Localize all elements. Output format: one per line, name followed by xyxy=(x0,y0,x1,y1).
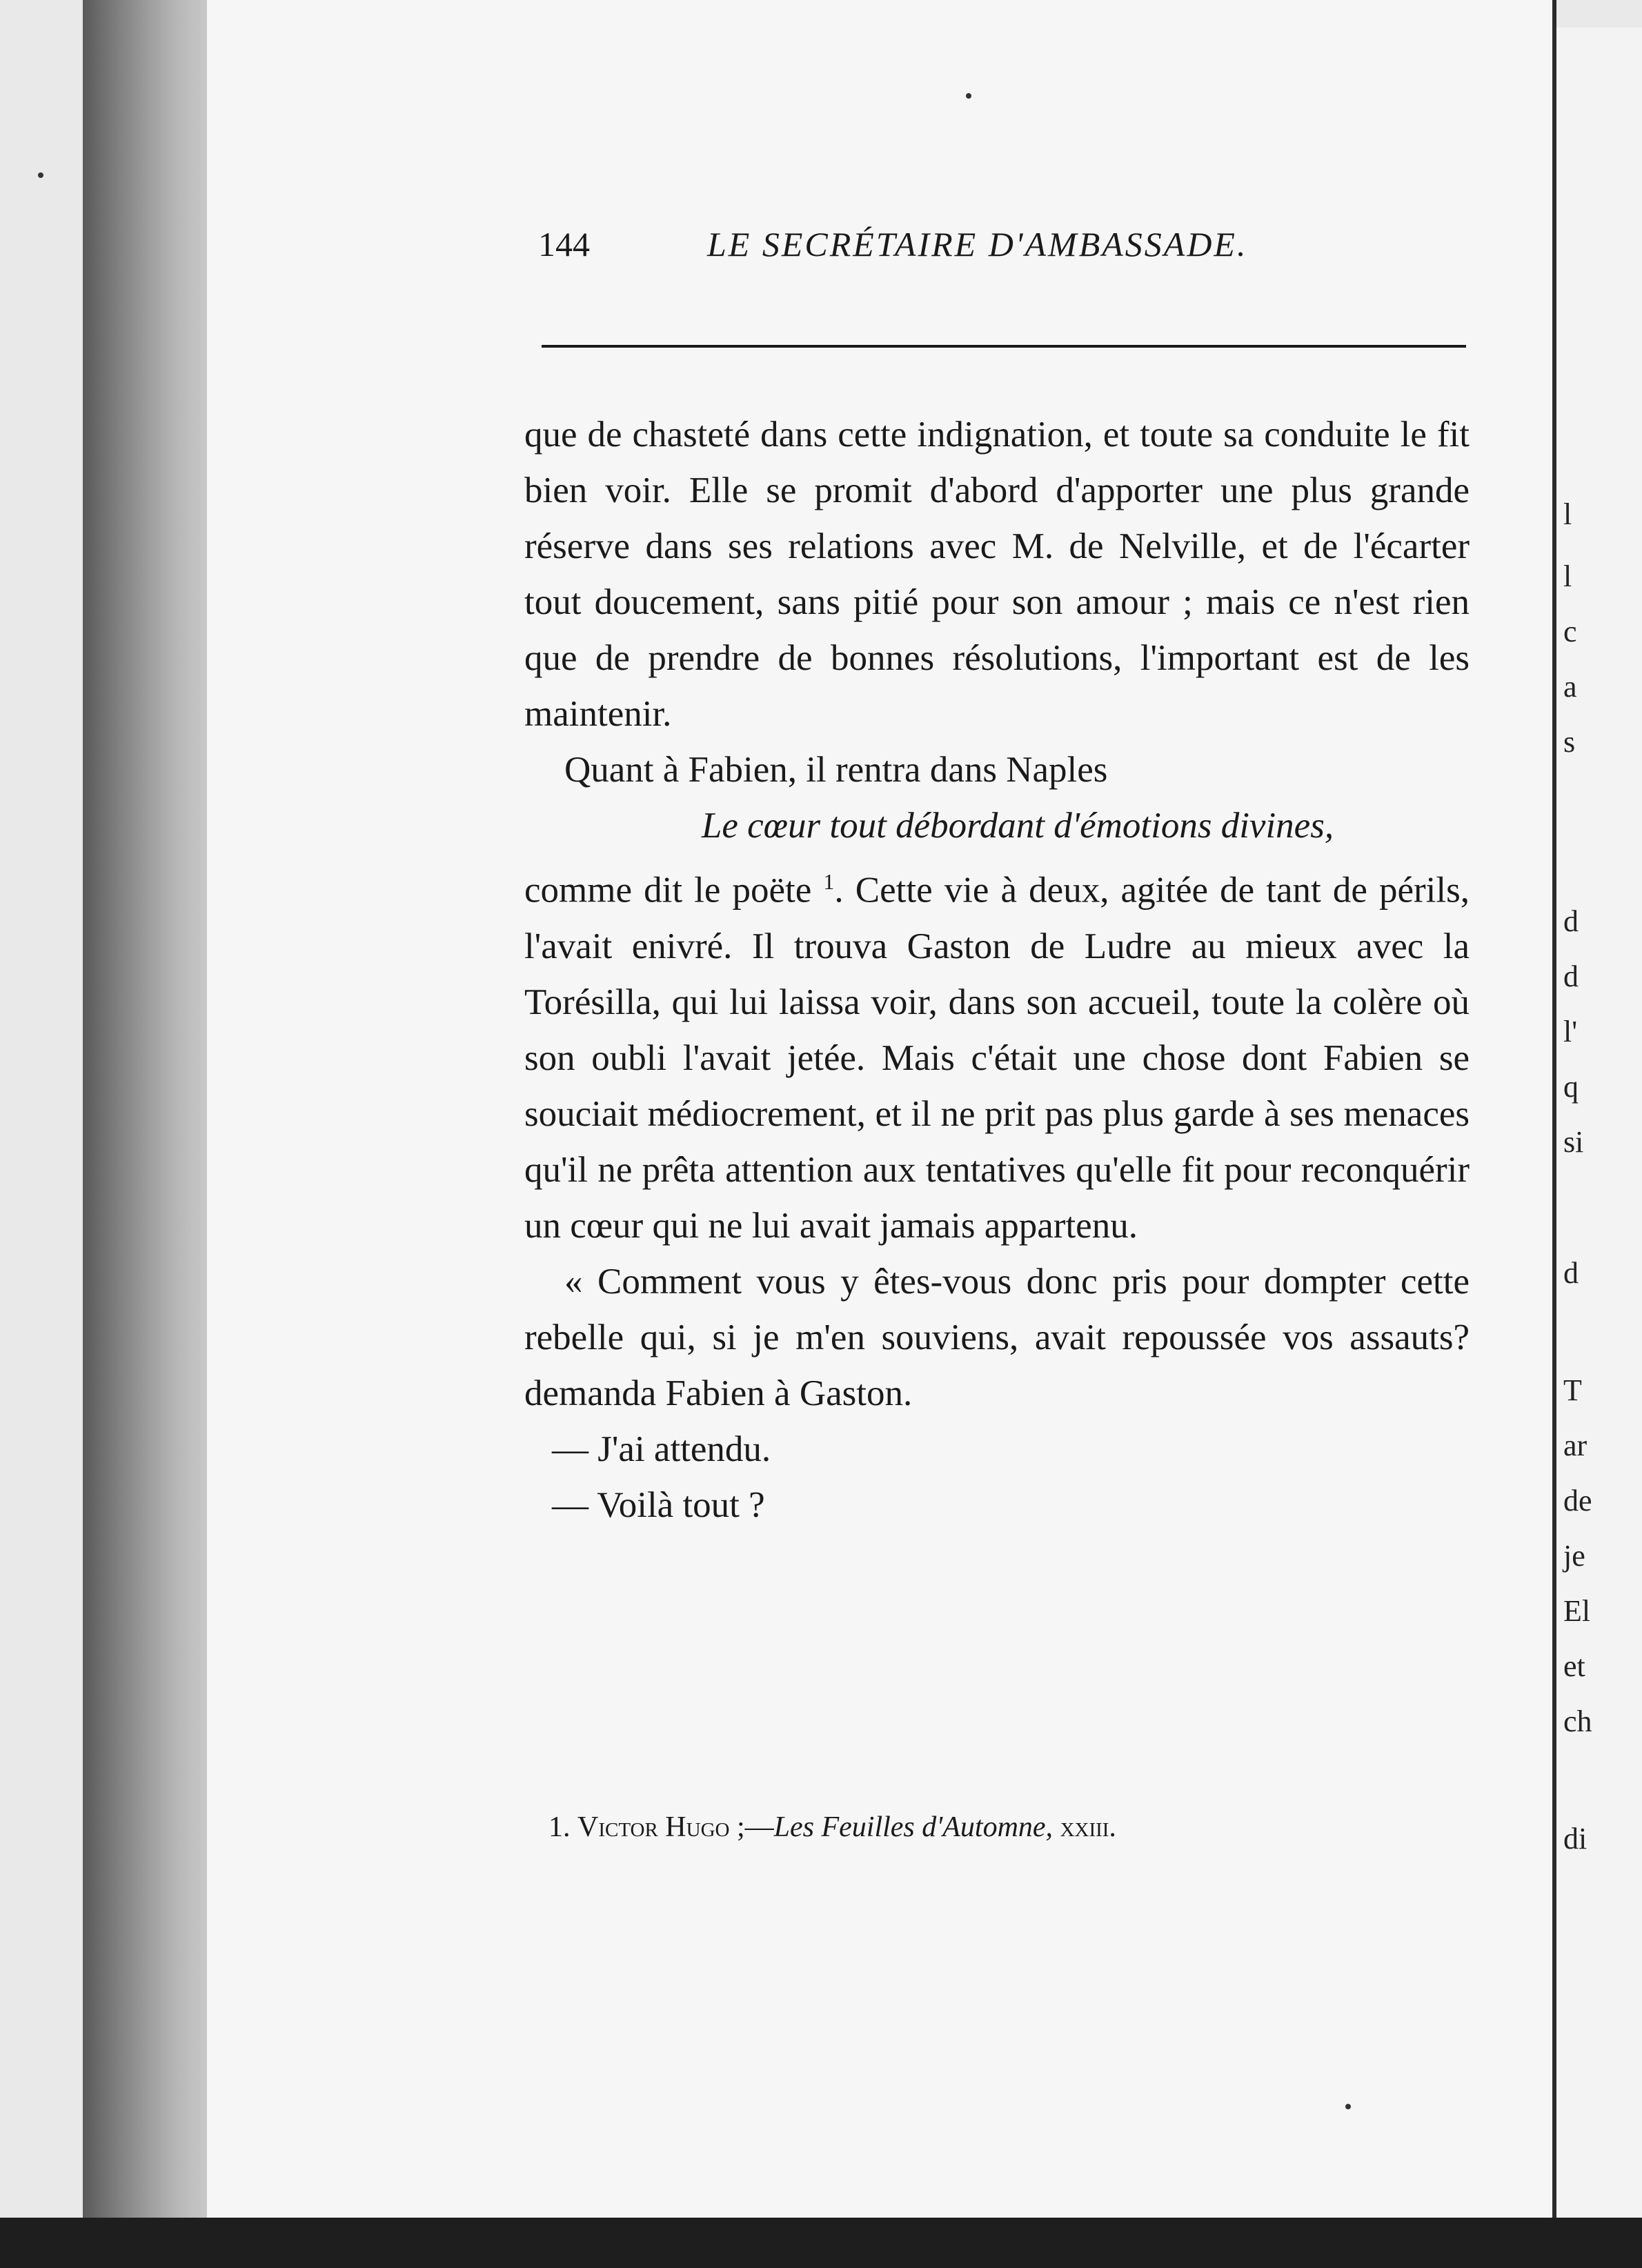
body-text xyxy=(524,407,1470,1533)
facing-page-fragment: d xyxy=(1563,1256,1579,1290)
facing-page-fragment: ch xyxy=(1563,1704,1592,1738)
footnote-reference: xxiii. xyxy=(1060,1811,1116,1843)
dialog-line: — J'ai attendu. xyxy=(552,1429,771,1469)
facing-page-fragment: de xyxy=(1563,1484,1592,1518)
facing-page-fragment: T xyxy=(1563,1373,1582,1407)
facing-page-fragment: l' xyxy=(1563,1015,1578,1048)
page-number: 144 xyxy=(538,225,590,263)
facing-page-fragment: si xyxy=(1563,1125,1584,1159)
facing-page-fragment: d xyxy=(1563,959,1579,993)
scan-bottom-edge xyxy=(0,2218,1642,2268)
paper-speck xyxy=(1345,2104,1351,2109)
facing-page-fragment: je xyxy=(1563,1539,1585,1573)
footnote-work: Les Feuilles d'Automne, xyxy=(773,1811,1054,1843)
facing-page-fragment: c xyxy=(1563,615,1577,648)
footnote-number: 1. xyxy=(548,1811,571,1843)
footnote-author: Victor Hugo xyxy=(577,1811,730,1843)
paragraph-text: comme dit le poëte xyxy=(524,870,812,911)
facing-page-fragment: q xyxy=(1563,1070,1579,1104)
header-rule xyxy=(542,345,1466,348)
footnote xyxy=(548,1811,1116,1844)
facing-page-fragment: ar xyxy=(1563,1429,1587,1462)
facing-page-fragment: l xyxy=(1563,559,1572,593)
paragraph-text: . Cette vie à deux, agitée de tant de périls, l'avait enivré. Il trouva Gaston de Ludre au mieux avec la Torésilla, qui lui laissa voir, dans son accueil, toute la colère où son oubli l'avait jetée. Mais c'était une chose dont Fabien se souciait médiocrement, et il ne prit pas plus garde à ses menaces qu'il ne prêta attention aux tentatives qu'elle fit pour reconquérir un cœur qui ne lui avait jamais appartenu. xyxy=(524,870,1470,1246)
dialog-line: — Voilà tout ? xyxy=(552,1484,765,1525)
facing-page-edge xyxy=(1556,28,1642,2268)
facing-page-fragment: di xyxy=(1563,1822,1587,1856)
paper-speck xyxy=(966,93,971,99)
facing-page-fragment: s xyxy=(1563,725,1576,759)
footnote-separator: ;— xyxy=(729,1811,774,1843)
paragraph: Quant à Fabien, il rentra dans Naples xyxy=(564,750,1108,790)
paper-speck xyxy=(38,172,43,178)
running-title: LE SECRÉTAIRE D'AMBASSADE. xyxy=(707,225,1248,263)
paragraph: « Comment vous y êtes-vous donc pris pour dompter cette rebelle qui, si je m'en souviens, avait repoussée vos assauts? demanda Fabien à Gaston. xyxy=(524,1261,1470,1413)
facing-page-fragment: El xyxy=(1563,1594,1591,1628)
facing-page-fragment: a xyxy=(1563,670,1577,704)
facing-page-fragment: et xyxy=(1563,1649,1585,1683)
facing-page-fragment: l xyxy=(1563,497,1572,531)
paragraph: que de chasteté dans cette indignation, et toute sa conduite le fit bien voir. Elle se promit d'abord d'apporter une plus grande réserve dans ses relations avec M. de Nelville, et de l'écarter tout doucement, sans pitié pour son amour ; mais ce n'est rien que de prendre de bonnes résolutions, l'important est de les maintenir. xyxy=(524,415,1470,734)
paragraph xyxy=(524,854,1470,1254)
verse-quotation: Le cœur tout débordant d'émotions divines, xyxy=(701,806,1334,846)
facing-page-fragment: d xyxy=(1563,904,1579,938)
footnote-marker: 1 xyxy=(823,869,835,894)
